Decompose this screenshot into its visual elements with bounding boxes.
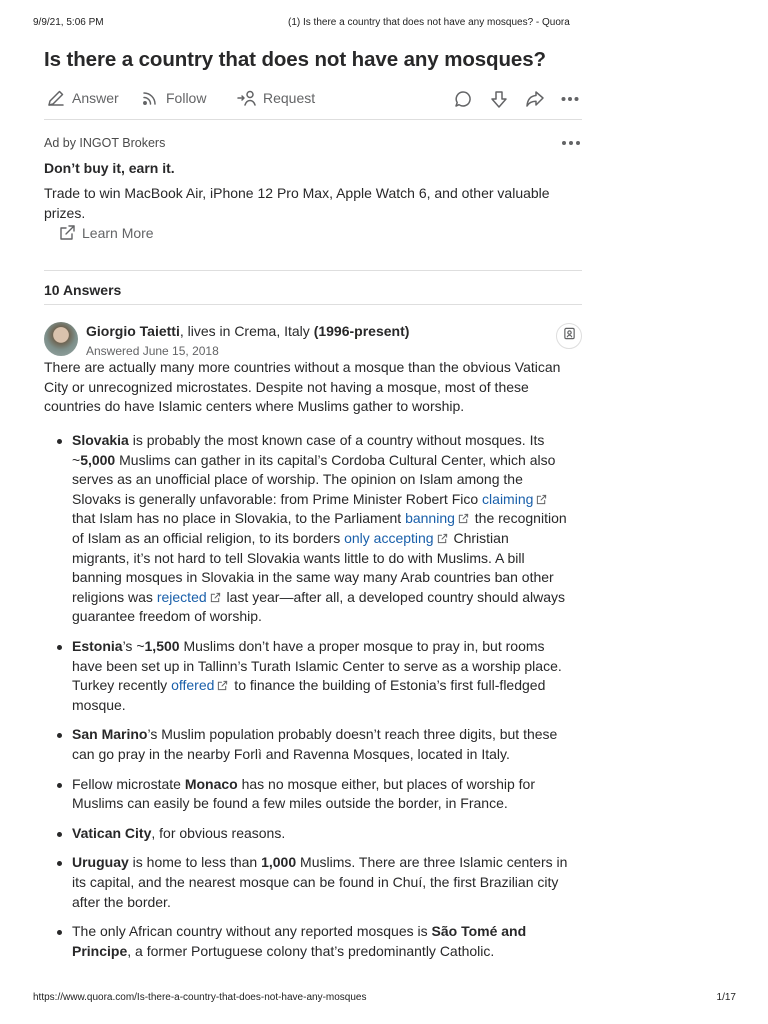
rss-follow-icon <box>140 88 160 108</box>
item-bold: Monaco <box>184 775 238 792</box>
question-title: Is there a country that does not have any mosques? <box>44 48 546 71</box>
rejected-link[interactable]: rejected <box>156 588 207 605</box>
author-credential: , lives in Crema, Italy <box>179 323 314 339</box>
external-link-icon <box>437 533 448 544</box>
item-text: is home to less than <box>128 854 262 871</box>
ad-label: Ad by INGOT Brokers <box>44 136 166 150</box>
item-text: to finance the building of Estonia’s first full-fledged mosque. <box>72 677 546 713</box>
list-item <box>44 725 582 764</box>
item-text: , for obvious reasons. <box>151 824 286 841</box>
item-text: ’s ~ <box>122 638 145 655</box>
list-item <box>44 775 582 814</box>
question-action-bar <box>44 80 582 120</box>
item-text: , a former Portuguese colony that’s predominantly Catholic. <box>127 942 495 959</box>
item-text: Muslims can gather in its capital’s Cordoba Cultural Center, which also serves as an unofficial place of worship. The opinion on Islam among the Slovaks is generally unfavorable: from Prime Minister Robert Fico <box>72 451 556 507</box>
only-accepting-link[interactable]: only accepting <box>344 530 434 547</box>
external-link-icon <box>458 513 469 524</box>
item-bold: Vatican City <box>72 824 152 841</box>
main-content <box>44 46 582 971</box>
save-bookmark-icon <box>563 327 576 345</box>
list-item <box>44 824 582 844</box>
item-text: Muslims. There are three Islamic centers in its capital, and the nearest mosque can be found in Chuí, the first Brazilian city after the border. <box>72 854 568 910</box>
item-text: ’s Muslim population probably doesn’t reach three digits, but these can go pray in the nearby Forlì and Ravenna Mosques, located in Italy. <box>72 726 558 763</box>
item-bold: San Marino <box>72 726 148 743</box>
learn-more-label: Learn More <box>82 225 154 241</box>
pencil-icon <box>46 88 66 108</box>
list-item <box>44 853 582 912</box>
answer-list <box>44 431 582 961</box>
author-name[interactable]: Giorgio Taietti <box>86 323 180 339</box>
list-item <box>44 922 582 961</box>
answer-label: Answer <box>72 90 119 106</box>
item-text: Fellow microstate <box>72 775 185 792</box>
avatar[interactable] <box>44 322 78 356</box>
ad-body: Trade to win MacBook Air, iPhone 12 Pro Max, Apple Watch 6, and other valuable prizes. <box>44 185 550 221</box>
request-label: Request <box>263 90 316 106</box>
item-bold: Estonia <box>72 638 123 655</box>
print-page-title: (1) Is there a country that does not have any mosques? - Quora <box>288 17 570 28</box>
answer-author-row <box>44 320 582 376</box>
item-bold: 1,500 <box>144 638 180 655</box>
share-icon[interactable] <box>524 88 546 110</box>
author-line <box>86 323 409 339</box>
more-dots-icon[interactable] <box>559 88 581 110</box>
print-url: https://www.quora.com/Is-there-a-country-that-does-not-have-any-mosques <box>33 992 367 1003</box>
item-text: The only African country without any reported mosques is <box>72 923 432 940</box>
print-page-number: 1/17 <box>716 992 736 1003</box>
author-years: (1996-present) <box>313 323 410 339</box>
follow-label: Follow <box>166 90 207 106</box>
list-item <box>44 431 582 627</box>
item-text: Muslims don’t have a proper mosque to pray in, but rooms have been set up in Tallinn’s Turath Islamic Center to serve as a worship place. Turkey recently <box>72 638 562 694</box>
item-bold: Slovakia <box>72 432 129 449</box>
ad-headline: Don’t buy it, earn it. <box>44 160 175 176</box>
save-button[interactable] <box>556 323 582 349</box>
item-text: Christian migrants, it’s not hard to tell Slovakia wants little to do with Muslims. A bill banning mosques in Slovakia in the same way many Arab countries ban other religions was <box>72 530 554 605</box>
list-item <box>44 637 582 715</box>
answer-intro: There are actually many more countries without a mosque than the obvious Vatican City or unrecognized microstates. Despite not having a mosque, most of these countries do have Islamic centers where Muslims gather to worship. <box>44 359 561 415</box>
claiming-link[interactable]: claiming <box>482 490 534 507</box>
downvote-arrow-icon[interactable] <box>488 88 510 110</box>
item-text: the recognition of Islam as an official religion, to its borders <box>72 510 567 547</box>
learn-more-button[interactable] <box>58 224 154 242</box>
item-text: has no mosque either, but places of worship for Muslims can easily be found a few miles outside the border, in France. <box>72 775 535 812</box>
item-bold: Uruguay <box>72 854 129 871</box>
item-text: that Islam has no place in Slovakia, to the Parliament <box>72 510 406 527</box>
answer-button[interactable] <box>46 88 119 108</box>
ad-block <box>44 120 582 271</box>
external-link-icon <box>217 680 228 691</box>
answered-date[interactable]: Answered June 15, 2018 <box>86 344 219 358</box>
print-date: 9/9/21, 5:06 PM <box>33 17 104 28</box>
banning-link[interactable]: banning <box>405 510 455 527</box>
ad-more-dots-icon[interactable] <box>560 136 582 150</box>
item-bold: 5,000 <box>80 451 116 468</box>
offered-link[interactable]: offered <box>171 677 215 694</box>
item-bold: São Tomé and Principe <box>72 923 527 959</box>
item-text: is probably the most known case of a country without mosques. Its ~ <box>72 432 545 468</box>
request-button[interactable] <box>237 88 315 108</box>
item-bold: 1,000 <box>261 854 297 871</box>
external-link-icon <box>210 592 221 603</box>
external-link-icon <box>58 224 76 242</box>
comment-icon[interactable] <box>452 88 474 110</box>
item-text: last year—after all, a developed country should always guarantee freedom of worship. <box>72 588 566 625</box>
answers-count: 10 Answers <box>44 271 582 305</box>
request-person-icon <box>237 88 257 108</box>
follow-button[interactable] <box>140 88 206 108</box>
external-link-icon <box>536 494 547 505</box>
